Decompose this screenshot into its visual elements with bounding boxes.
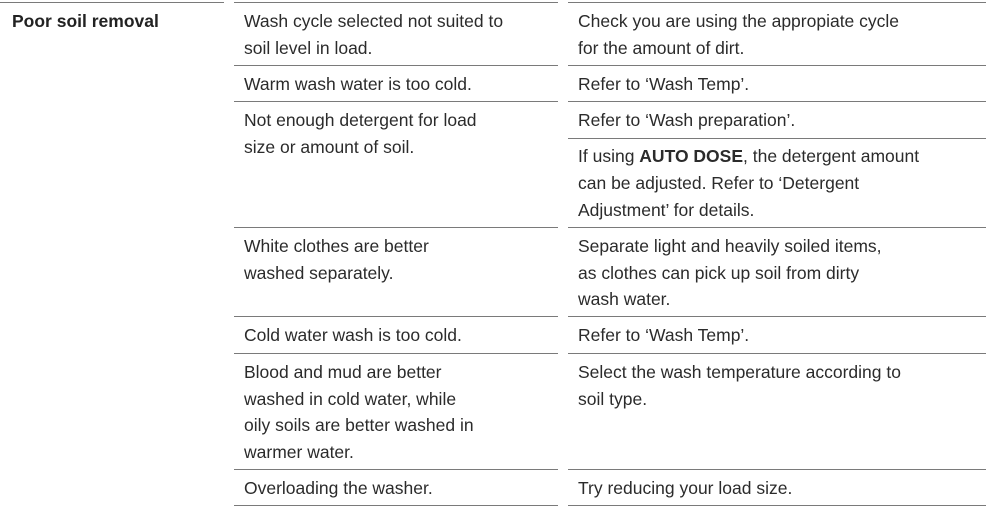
solution-extra-line	[578, 143, 919, 170]
row-divider-cause	[234, 316, 558, 317]
cause-line: warmer water.	[244, 441, 354, 462]
row-divider-cause	[234, 101, 558, 102]
cause-line: size or amount of soil.	[244, 136, 415, 157]
row-divider-cause	[234, 469, 558, 470]
solution-line: Refer to ‘Wash Temp’.	[578, 325, 750, 345]
solution-line: Try reducing your load size.	[578, 478, 793, 498]
cause-line: Warm wash water is too cold.	[244, 74, 472, 94]
solution-line: Adjustment’ for details.	[578, 199, 755, 220]
solution-line: can be adjusted. Refer to ‘Detergent	[578, 173, 860, 193]
solution-line: Check you are using the appropiate cycle	[578, 11, 900, 31]
header-rule-problem	[0, 2, 224, 3]
cause-line: soil level in load.	[244, 37, 373, 58]
solution-line: soil type.	[578, 388, 648, 409]
row-divider-solution	[568, 227, 986, 228]
row-divider-cause	[234, 65, 558, 66]
cause-line: Blood and mud are better	[244, 362, 442, 382]
solution-extra-prefix: If using	[578, 146, 640, 166]
cause-line: washed separately.	[244, 262, 394, 283]
row-divider-solution	[568, 138, 986, 139]
cause-line: Not enough detergent for load	[244, 110, 477, 130]
row-divider-solution	[568, 65, 986, 66]
bottom-rule-cause	[234, 505, 558, 506]
solution-line: Refer to ‘Wash Temp’.	[578, 74, 750, 94]
row-divider-cause	[234, 227, 558, 228]
cause-line: Cold water wash is too cold.	[244, 325, 462, 345]
problem-title: Poor soil removal	[12, 11, 159, 31]
row-divider-solution	[568, 316, 986, 317]
solution-line: as clothes can pick up soil from dirty	[578, 262, 860, 283]
row-divider-solution	[568, 101, 986, 102]
row-divider-cause	[234, 353, 558, 354]
bottom-rule-solution	[568, 505, 986, 506]
cause-line: Overloading the washer.	[244, 478, 433, 498]
cause-line: oily soils are better washed in	[244, 415, 474, 435]
row-divider-solution	[568, 353, 986, 354]
solution-line: Select the wash temperature according to	[578, 362, 901, 382]
row-divider-solution	[568, 469, 986, 470]
cause-line: washed in cold water, while	[244, 388, 457, 409]
solution-line: for the amount of dirt.	[578, 37, 745, 58]
solution-line: wash water.	[578, 289, 671, 309]
solution-extra-suffix: , the detergent amount	[743, 146, 920, 166]
solution-line: Refer to ‘Wash preparation’.	[578, 110, 796, 130]
auto-dose-label: AUTO DOSE	[639, 146, 744, 166]
header-rule-solution	[568, 2, 986, 3]
header-rule-cause	[234, 2, 558, 3]
cause-line: White clothes are better	[244, 236, 429, 256]
cause-line: Wash cycle selected not suited to	[244, 11, 504, 31]
solution-line: Separate light and heavily soiled items,	[578, 236, 882, 256]
